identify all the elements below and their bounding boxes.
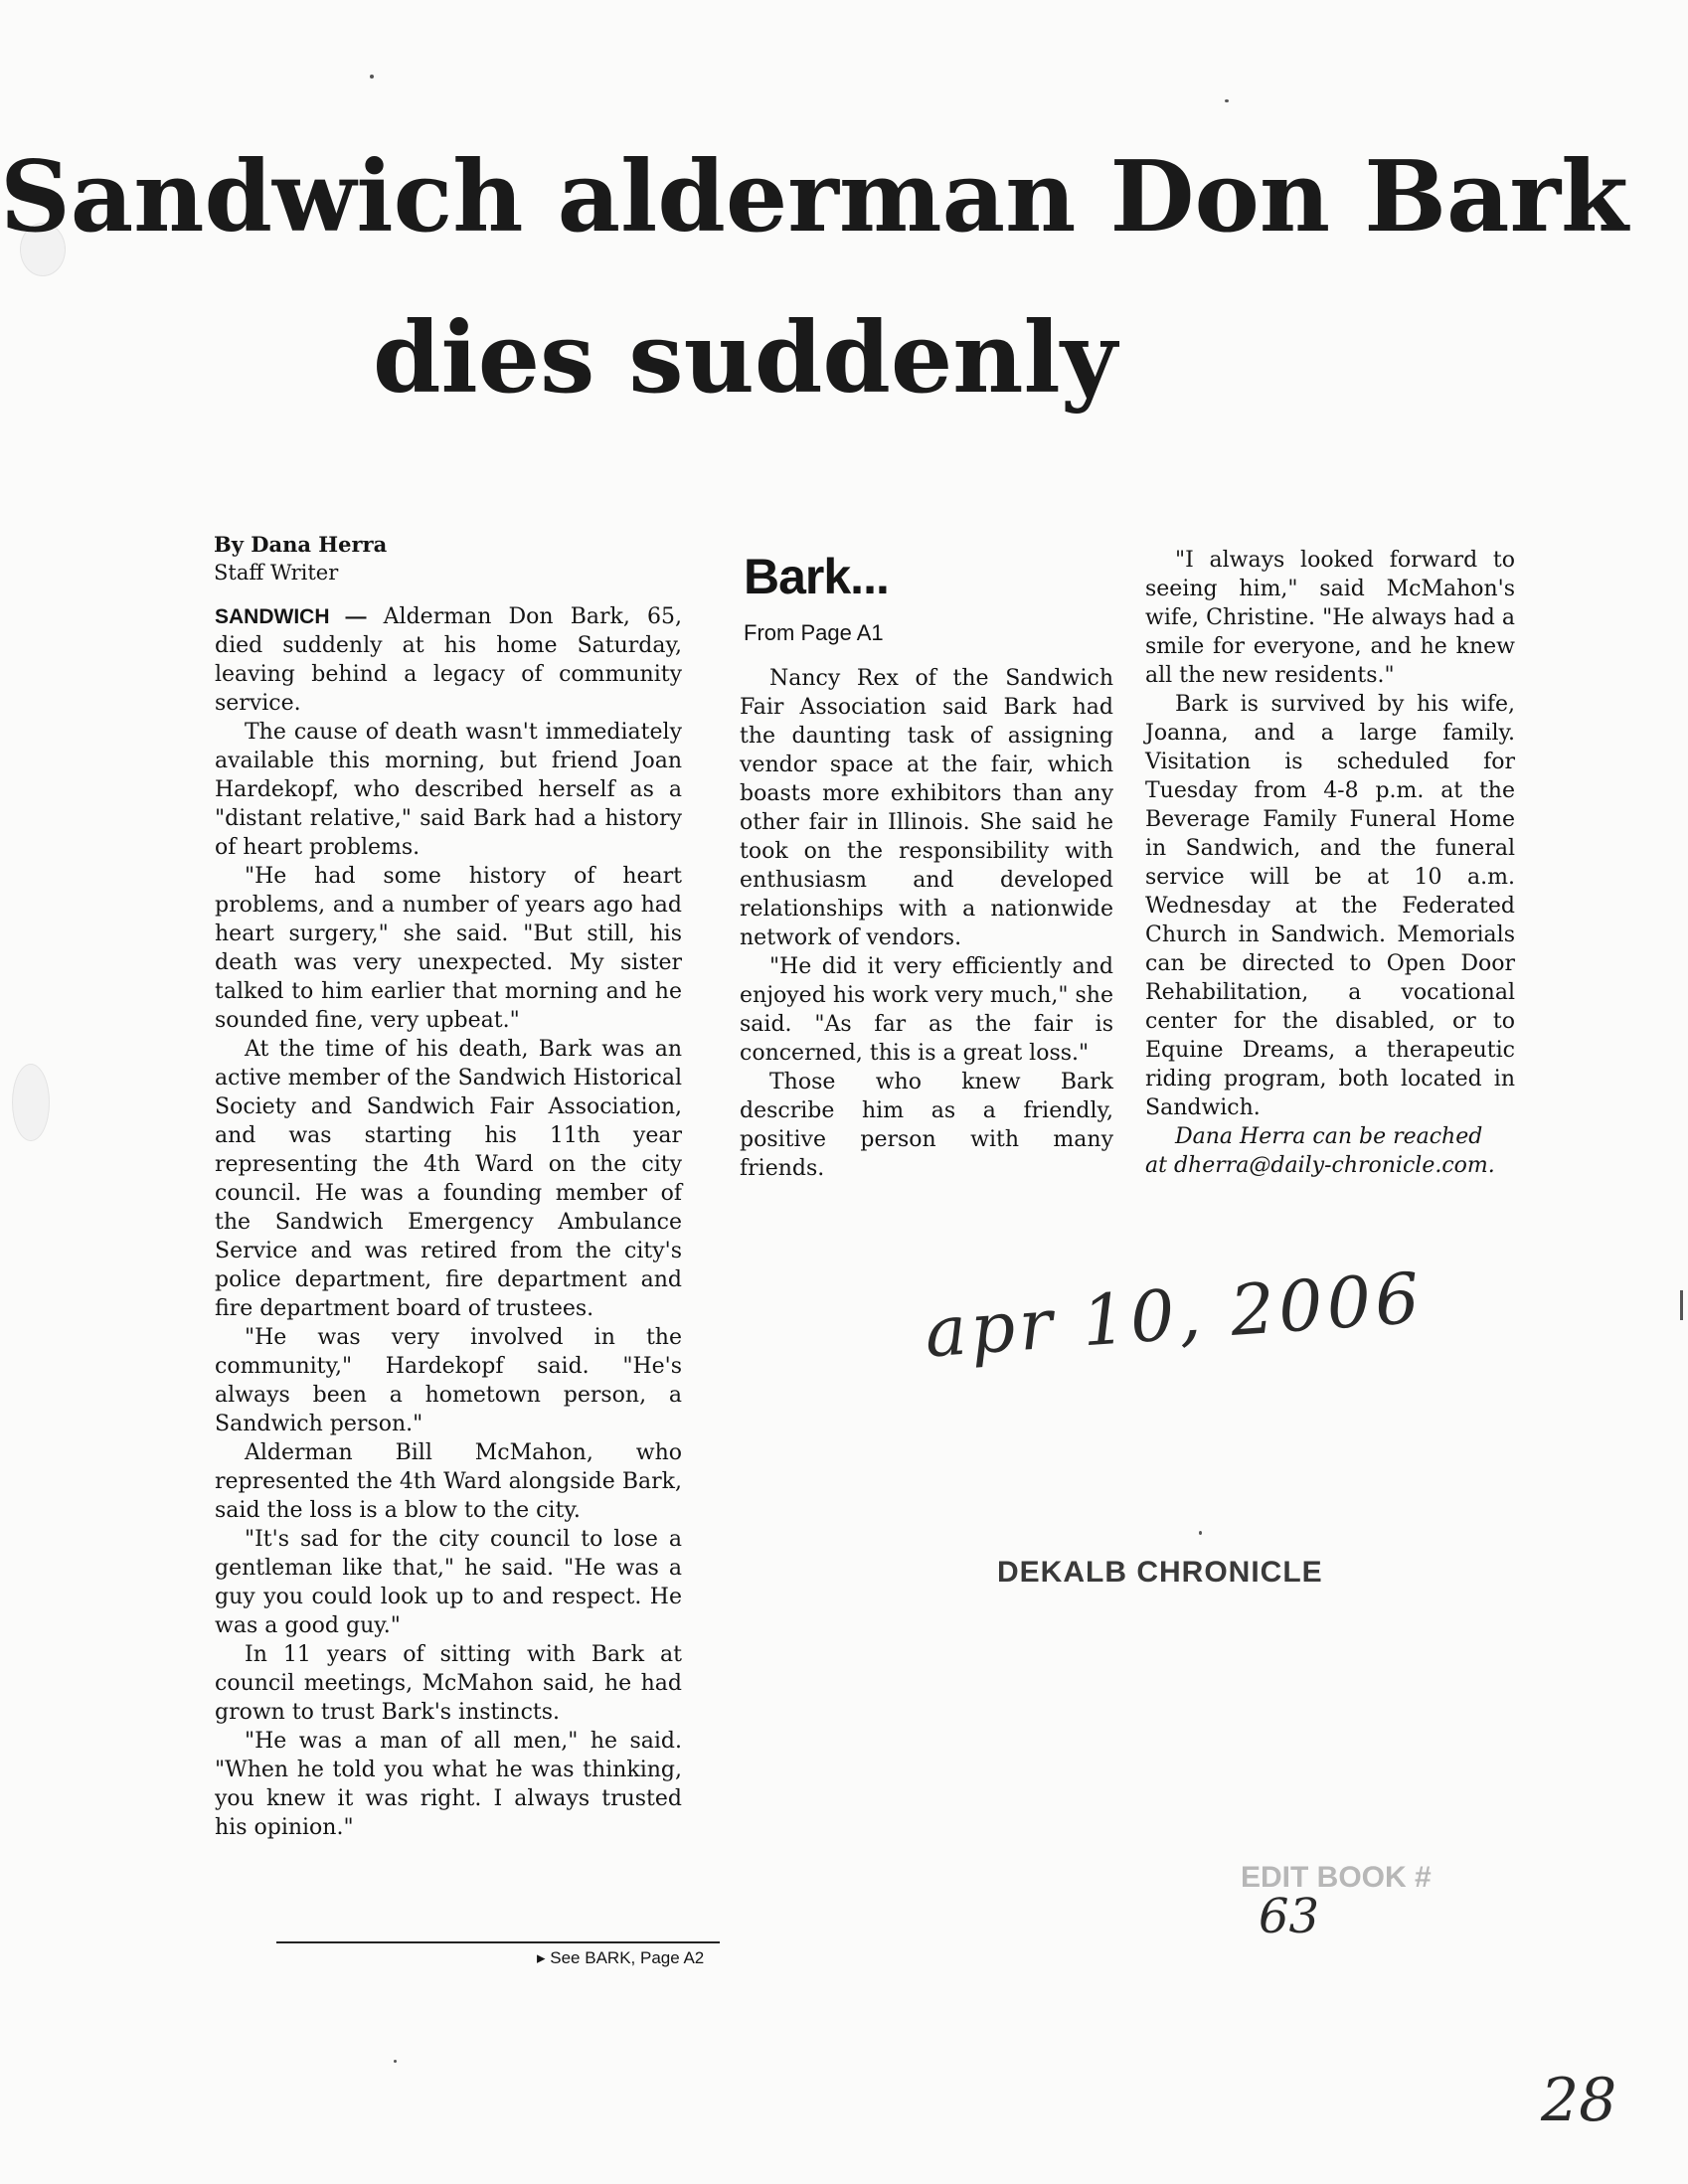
handwritten-book-number: 63 [1259,1889,1320,1944]
column1-paragraph: "He had some history of heart problems, and a number of years ago had heart surgery," she said. "But still, his death was very unexpected. My sister talked to him earlier that morning and he sounded fine, very upbeat." [215,864,682,1033]
article-column-3 [1145,546,1515,1180]
punch-hole [12,1064,50,1141]
column1-paragraph: The cause of death wasn't immediately available this morning, but friend Joan Hardekopf, who described herself as a "distant relative," said Bark had a history of heart problems. [215,720,682,860]
dateline: SANDWICH — [215,605,367,628]
article-column-2 [740,664,1113,1183]
column3-paragraph: Bark is survived by his wife, Joanna, and a large family. Visitation is scheduled for Tuesday from 4-8 p.m. at the Beverage Family Funeral Home in Sandwich, and the funeral service will be at 10 a.m. Wednesday at the Federated Church in Sandwich. Memorials can be directed to Open Door Rehabilitation, a vocational center for the disabled, or to Equine Dreams, a therapeutic riding program, both located in Sandwich. [1145,692,1515,1120]
headline-line-2: dies suddenly [373,301,1117,416]
scan-edge-mark [1680,1290,1683,1320]
byline-title: Staff Writer [214,561,339,585]
scan-speck [370,75,374,79]
column2-paragraph: "He did it very efficiently and enjoyed his work very much," she said. "As far as the fair is concerned, this is a great loss." [740,954,1113,1066]
byline-author: By Dana Herra [214,532,388,557]
byline [214,531,387,587]
column1-paragraph: Alderman Bill McMahon, who represented the 4th Ward alongside Bark, said the loss is a blow to the city. [215,1440,682,1523]
handwritten-date: apr 10, 2006 [922,1257,1427,1374]
scan-speck [394,2060,397,2063]
handwritten-page-number: 28 [1541,2066,1617,2135]
edit-book-stamp: EDIT BOOK # [1241,1861,1432,1894]
column1-paragraph: "He was very involved in the community," Hardekopf said. "He's always been a hometown person, a Sandwich person." [215,1325,682,1436]
column3-paragraph: "I always looked forward to seeing him," said McMahon's wife, Christine. "He always had a smile for everyone, and he knew all the new residents." [1145,548,1515,688]
column2-paragraph: Nancy Rex of the Sandwich Fair Association said Bark had the daunting task of assigning vendor space at the fair, which boasts more exhibitors than any other fair in Illinois. She said he took on the responsibility with enthusiasm and developed relationships with a nationwide network of vendors. [740,666,1113,950]
signoff-line-2: at dherra@daily-chronicle.com. [1145,1153,1495,1178]
column1-paragraph: "It's sad for the city council to lose a gentleman like that," he said. "He was a guy you could look up to and respect. He was a good guy." [215,1527,682,1638]
source-stamp: DEKALB CHRONICLE [997,1556,1323,1589]
column1-paragraph: In 11 years of sitting with Bark at council meetings, McMahon said, he had grown to trust Bark's instincts. [215,1642,682,1725]
column1-paragraph [215,602,682,718]
signoff-line-1: Dana Herra can be reached [1175,1124,1483,1149]
author-signoff [1145,1122,1515,1180]
column1-lede: Alderman Don Bark, 65, died suddenly at his home Saturday, leaving behind a legacy of community service. [215,604,683,716]
column-rule [276,1941,720,1943]
column2-paragraph: Those who knew Bark describe him as a friendly, positive person with many friends. [740,1070,1113,1181]
article-column-1 [215,602,682,1842]
scan-speck [1199,1531,1202,1535]
column1-paragraph: "He was a man of all men," he said. "When he told you what he was thinking, you knew it was right. I always trusted his opinion." [215,1729,682,1840]
column1-paragraph: At the time of his death, Bark was an active member of the Sandwich Historical Society and Sandwich Fair Association, and was starting his 11th year representing the 4th Ward on the city council. He was a founding member of the Sandwich Emergency Ambulance Service and was retired from the city's police department, fire department and fire department board of trustees. [215,1037,682,1321]
jump-reference: ▸ See BARK, Page A2 [537,1948,705,1967]
jump-reference-text: See BARK, Page A2 [550,1948,705,1967]
headline-line-1: Sandwich alderman Don Bark [0,140,1629,254]
from-page-label: From Page A1 [744,620,884,645]
scan-speck [1225,99,1229,102]
jump-heading: Bark... [744,549,889,604]
